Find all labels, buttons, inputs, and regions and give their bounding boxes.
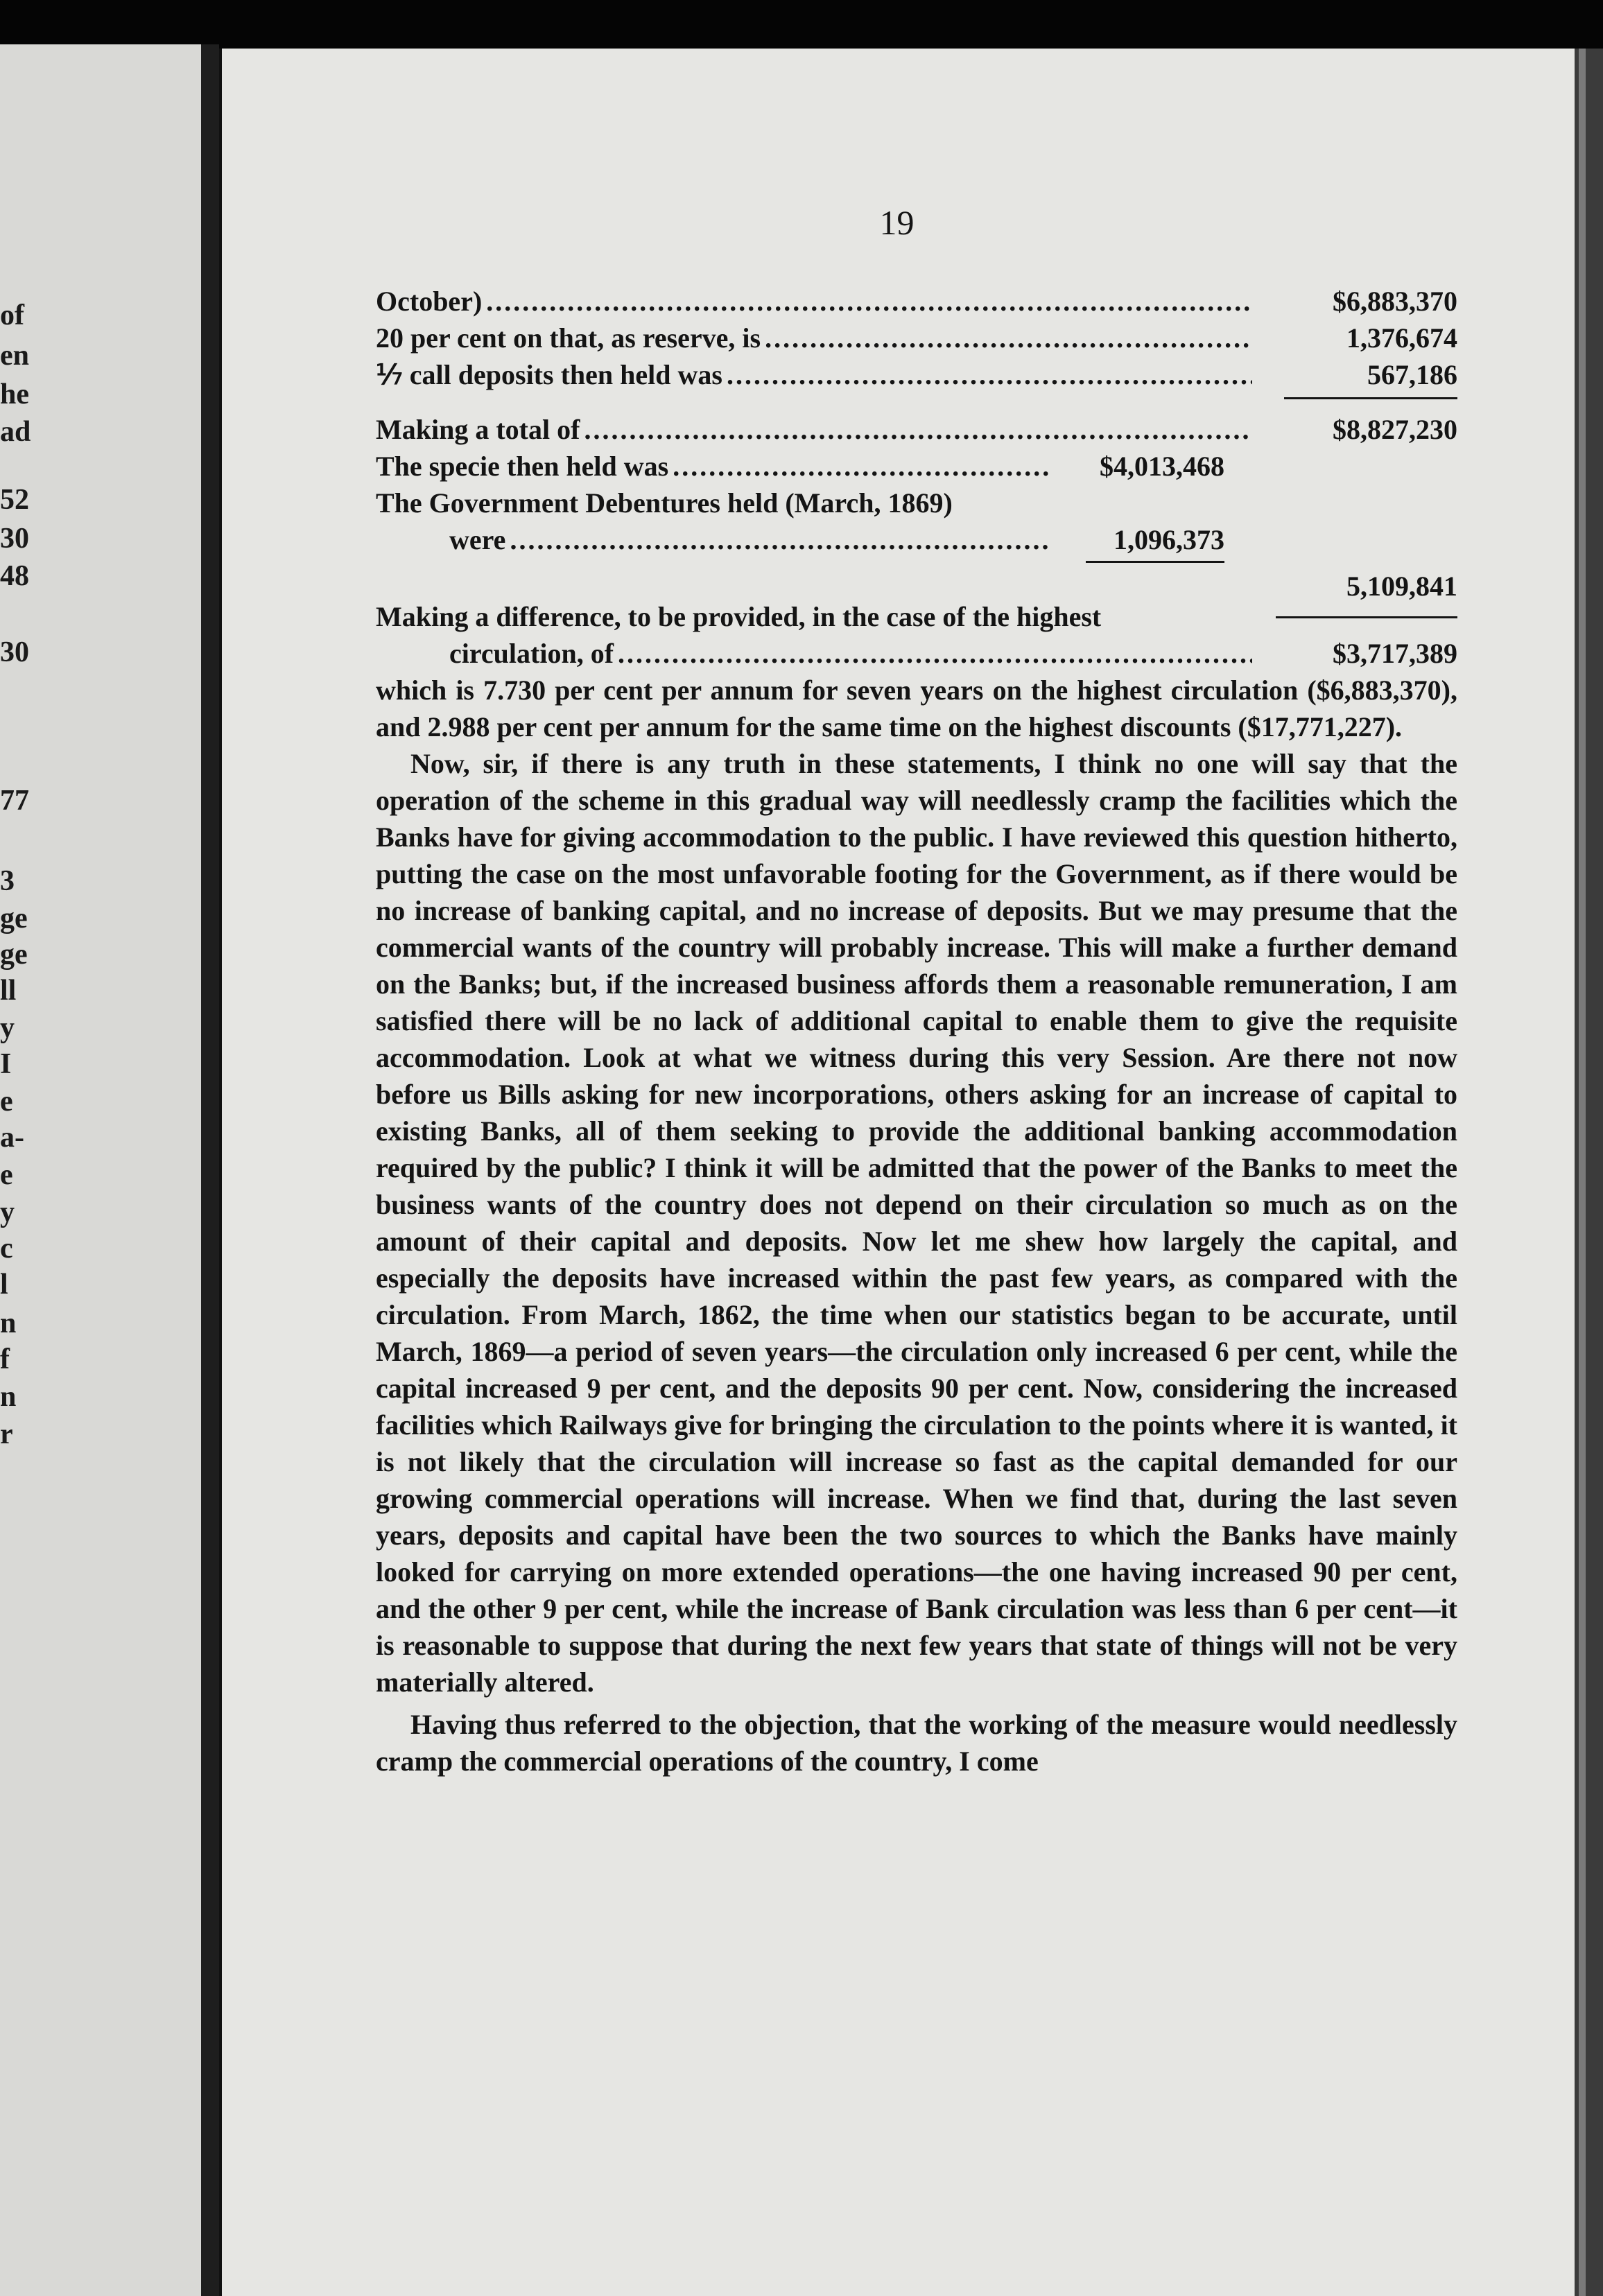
paragraph: which is 7.730 per cent per annum for seven years on the highest circulation ($6,883,370), and 2.988 per cent per annum for the same time on the highest discounts ($17,771,227). <box>376 675 1457 742</box>
facing-page-fragment: 30 <box>0 523 29 555</box>
dot-leader <box>618 635 1252 672</box>
table-row <box>376 283 1457 320</box>
row-value: $3,717,389 <box>1333 638 1457 669</box>
table-row <box>376 635 1457 672</box>
facing-page-fragment: ge <box>0 939 28 971</box>
dot-leader <box>486 283 1252 320</box>
dot-leader <box>584 411 1252 448</box>
facing-page-fragment: 77 <box>0 785 29 817</box>
paragraph: Having thus referred to the objection, that the working of the measure would needlessly cramp the commercial operations of the country, I come <box>376 1709 1457 1777</box>
facing-page-fragment: e <box>0 1086 13 1117</box>
row-label: Making a difference, to be provided, in the case of the highest <box>376 601 1102 632</box>
dot-leader <box>765 320 1252 356</box>
table-row <box>376 411 1457 448</box>
facing-page-fragment: r <box>0 1418 13 1450</box>
scan-border-top <box>0 0 1603 54</box>
facing-page-fragment: 30 <box>0 636 29 668</box>
sub-rule <box>1086 561 1224 563</box>
row-label: ⅐ call deposits then held was <box>376 359 722 390</box>
facing-page-fragment: n <box>0 1307 17 1339</box>
facing-page-fragment: a- <box>0 1122 24 1154</box>
difference-rule <box>1276 616 1457 618</box>
row-subvalue: 1,096,373 <box>1114 524 1224 555</box>
facing-page-fragment: of <box>0 299 24 331</box>
facing-page-fragment: ll <box>0 975 17 1007</box>
table-row <box>376 485 1457 521</box>
facing-page-fragment: 52 <box>0 484 29 516</box>
facing-page-fragment: he <box>0 379 29 410</box>
page-content <box>376 283 1457 1780</box>
facing-page-left <box>0 44 204 2296</box>
sub-rule-row <box>376 558 1457 568</box>
facing-page-fragment: I <box>0 1048 12 1080</box>
facing-page-fragment: l <box>0 1269 8 1301</box>
dot-leader <box>510 521 1050 558</box>
table-row <box>376 598 1457 635</box>
facing-page-fragment: en <box>0 340 29 372</box>
facing-page-fragment: y <box>0 1197 15 1228</box>
row-value: 567,186 <box>1367 359 1457 390</box>
row-label: Making a total of <box>376 414 580 445</box>
dot-leader <box>673 448 1050 485</box>
row-subvalue: $4,013,468 <box>1100 451 1224 482</box>
facing-page-fragment: c <box>0 1233 13 1264</box>
table-row <box>376 356 1457 393</box>
facing-page-fragment: 48 <box>0 560 29 592</box>
facing-page-fragment: 3 <box>0 865 15 897</box>
row-label: The Government Debentures held (March, 1869) <box>376 487 953 519</box>
book-page <box>219 49 1575 2296</box>
page-number: 19 <box>879 203 915 242</box>
table-row <box>376 320 1457 356</box>
book-gutter <box>201 44 219 2296</box>
page-edge <box>1575 49 1603 2296</box>
sum-rule <box>1284 397 1457 399</box>
row-value: 5,109,841 <box>1346 571 1457 602</box>
facing-page-fragment: f <box>0 1343 10 1375</box>
table-row <box>376 448 1457 485</box>
facing-page-fragment: ad <box>0 416 31 448</box>
paragraph: Now, sir, if there is any truth in these statements, I think no one will say that the operation of the scheme in this gradual way will needlessly cramp the facilities which the Banks have for giving accommodation to the public. I have reviewed this question hitherto, putting the case on the most unfavorable footing for the Government, as if there would be no increase of banking capital, and no increase of deposits. But we may presume that the commercial wants of the country will probably increase. This will make a further demand on the Banks; but, if the increased business affords them a reasonable remuneration, I am satisfied there will be no lack of additional capital to enable them to give the requisite accommodation. Look at what we witness during this very Session. Are there not now before us Bills asking for new incorporations, others asking for an increase of capital to existing Banks, all of them seeking to provide the additional banking accommodation required by the public? I think it will be admitted that the power of the Banks to meet the business wants of the country does not depend on their circulation so much as on the amount of their capital and deposits. Now let me shew how largely the capital, and especially the deposits have increased within the past few years, as compared with the circulation. From March, 1862, the time when our statistics began to be accurate, until March, 1869—a period of seven years—the circulation only increased 6 per cent, while the capital increased 9 per cent, and the deposits 90 per cent. Now, considering the increased facilities which Railways give for bringing the circulation to the points where it is wanted, it is not likely that the circulation will increase so fast as the capital demanded for our growing commercial operations will increase. When we find that, during the last seven years, deposits and capital have been the two sources to which the Banks have mainly looked for carrying on more extended operations—the one having increased 90 per cent, and the other 9 per cent, while the increase of Bank circulation was less than 6 per cent—it is reasonable to suppose that during the next few years that state of things will not be very materially altered. <box>376 748 1457 1698</box>
table-row <box>376 568 1457 602</box>
row-value: 1,376,674 <box>1346 322 1457 354</box>
facing-page-fragment: e <box>0 1159 13 1191</box>
row-label: were <box>449 524 506 555</box>
facing-page-fragment: y <box>0 1012 15 1044</box>
table-row <box>376 521 1457 558</box>
row-label: October) <box>376 286 483 317</box>
sum-rule-row <box>376 393 1457 411</box>
facing-page-fragment: n <box>0 1381 17 1413</box>
dot-leader <box>727 356 1252 393</box>
row-label: The specie then held was <box>376 451 669 482</box>
row-label: circulation, of <box>449 638 614 669</box>
row-label: 20 per cent on that, as reserve, is <box>376 322 761 354</box>
row-value: $8,827,230 <box>1333 414 1457 445</box>
row-value: $6,883,370 <box>1333 286 1457 317</box>
facing-page-fragment: ge <box>0 903 28 934</box>
